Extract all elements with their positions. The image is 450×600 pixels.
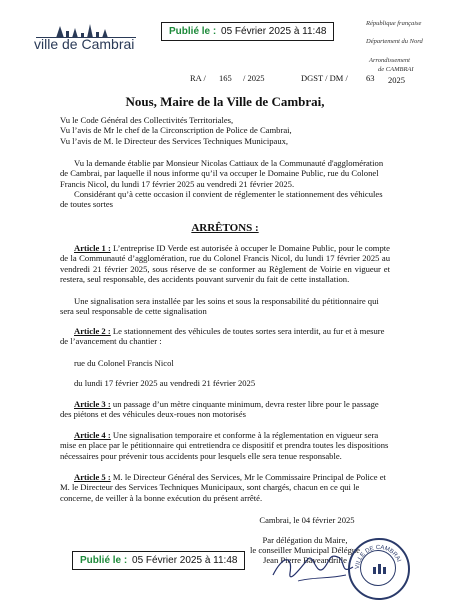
signature-line-3: Jean Pierre Baveandrille — [263, 555, 347, 565]
article-1 — [60, 243, 390, 285]
article-2 — [60, 326, 390, 347]
ref-ra: RA / — [190, 73, 206, 83]
demande-paragraph: Vu la demande établie par Monsieur Nicolas Cattiaux de la Communauté d'agglomération de Cambrai, par laquelle il nous informe qu’il va occuper le Domaine Public, rue du Colonel Francis Nicol, du lundi 17 février 2025 au vendredi 21 février 2025. — [60, 158, 384, 189]
stamp-date: 05 Février 2025 à 11:48 — [132, 555, 238, 566]
article-4-text: Une signalisation temporaire et conforme à la réglementation en vigueur sera mise en place par le pétitionnaire qui entretiendra ce dispositif et prendra toutes les dispositions nécessaires pour prévenir tous accidents pour lesquels elle sera tenue responsable. — [60, 430, 389, 461]
ref-year: / 2025 — [243, 73, 265, 83]
article-3-label: Article 3 : — [74, 399, 111, 409]
article-5-text: M. le Directeur Général des Services, Mr le Commissaire Principal de Police et M. le Directeur des Services Techniques Municipaux, sont chargés, chacun en ce qui le concerne, de veiller à la bonne exécution du présent arrêté. — [60, 472, 386, 503]
seal-text-icon — [350, 540, 408, 598]
signature-place-date: Cambrai, le 04 février 2025 — [259, 515, 355, 525]
departement-label: Département du Nord — [366, 38, 423, 45]
article-1-text: L’entreprise ID Verde est autorisée à occuper le Domaine Public, pour le compte de la Communauté d’agglomération, rue du Colonel Francis Nicol, du lundi 17 février 2025 au vendredi 21 février 2025, sous réserve de se conformer au Règlement de Voirie en vigueur et restera, seul responsable, des accidents pouvant survenir du fait de cette installation. — [60, 243, 390, 285]
signature-line-2: le conseiller Municipal Délégué — [249, 545, 360, 555]
vu-line: Vu le Code Général des Collectivités Territoriales, — [60, 115, 234, 125]
stamp-date: 05 Février 2025 à 11:48 — [221, 26, 327, 37]
republique-label: République française — [366, 20, 422, 27]
street-name: rue du Colonel Francis Nicol — [74, 358, 174, 368]
arretons-heading: ARRÊTONS : — [191, 222, 259, 234]
article-3 — [60, 399, 390, 420]
article-4-label: Article 4 : — [74, 430, 111, 440]
city-logo — [34, 22, 144, 62]
logo-text: ville de Cambrai — [34, 36, 135, 52]
article-2-label: Article 2 : — [74, 326, 111, 336]
considerant-paragraph: Considérant qu’à cette occasion il convient de réglementer le stationnement des véhicules de toutes sortes — [60, 189, 383, 210]
ref-year-2: 2025 — [388, 75, 405, 85]
signalisation-paragraph: Une signalisation sera installée par les soins et sous la responsabilité du pétitionnaire qui sera seul responsable de cette signalisation — [60, 296, 379, 317]
article-5-label: Article 5 : — [74, 472, 111, 482]
ref-department: DGST / DM / — [301, 73, 348, 83]
date-range: du lundi 17 février 2025 au vendredi 21 février 2025 — [74, 378, 256, 388]
handwritten-signature — [268, 545, 358, 590]
article-4 — [60, 430, 390, 461]
stamp-label: Publié le : — [169, 26, 217, 37]
stamp-label: Publié le : — [80, 555, 128, 566]
signature-line-1: Par délégation du Maire, — [262, 535, 348, 545]
official-seal — [348, 538, 410, 600]
vu-line: Vu l’avis de Mr le chef de la Circonscription de Police de Cambrai, — [60, 125, 292, 135]
publication-stamp-bottom — [72, 551, 245, 570]
article-3-text: un passage d’un mètre cinquante minimum, devra rester libre pour le passage des piétons et des véhicules deux-roues non motorisés — [60, 399, 379, 420]
ref-number-2: 63 — [366, 73, 375, 83]
article-1-label: Article 1 : — [74, 243, 111, 253]
article-5 — [60, 472, 390, 503]
vu-line: Vu l’avis de M. le Directeur des Services Techniques Municipaux, — [60, 136, 289, 146]
ref-number: 165 — [219, 73, 232, 83]
article-2-text: Le stationnement des véhicules de toutes sortes sera interdit, au fur et à mesure de l’avancement du chantier : — [60, 326, 385, 347]
page-title: Nous, Maire de la Ville de Cambrai, — [125, 94, 325, 109]
publication-stamp-top — [161, 22, 334, 41]
arrondissement-label: Arrondissement — [369, 57, 410, 64]
seal-text: VILLE DE CAMBRAI — [354, 544, 402, 570]
arrondissement-city: de CAMBRAI — [378, 66, 414, 73]
